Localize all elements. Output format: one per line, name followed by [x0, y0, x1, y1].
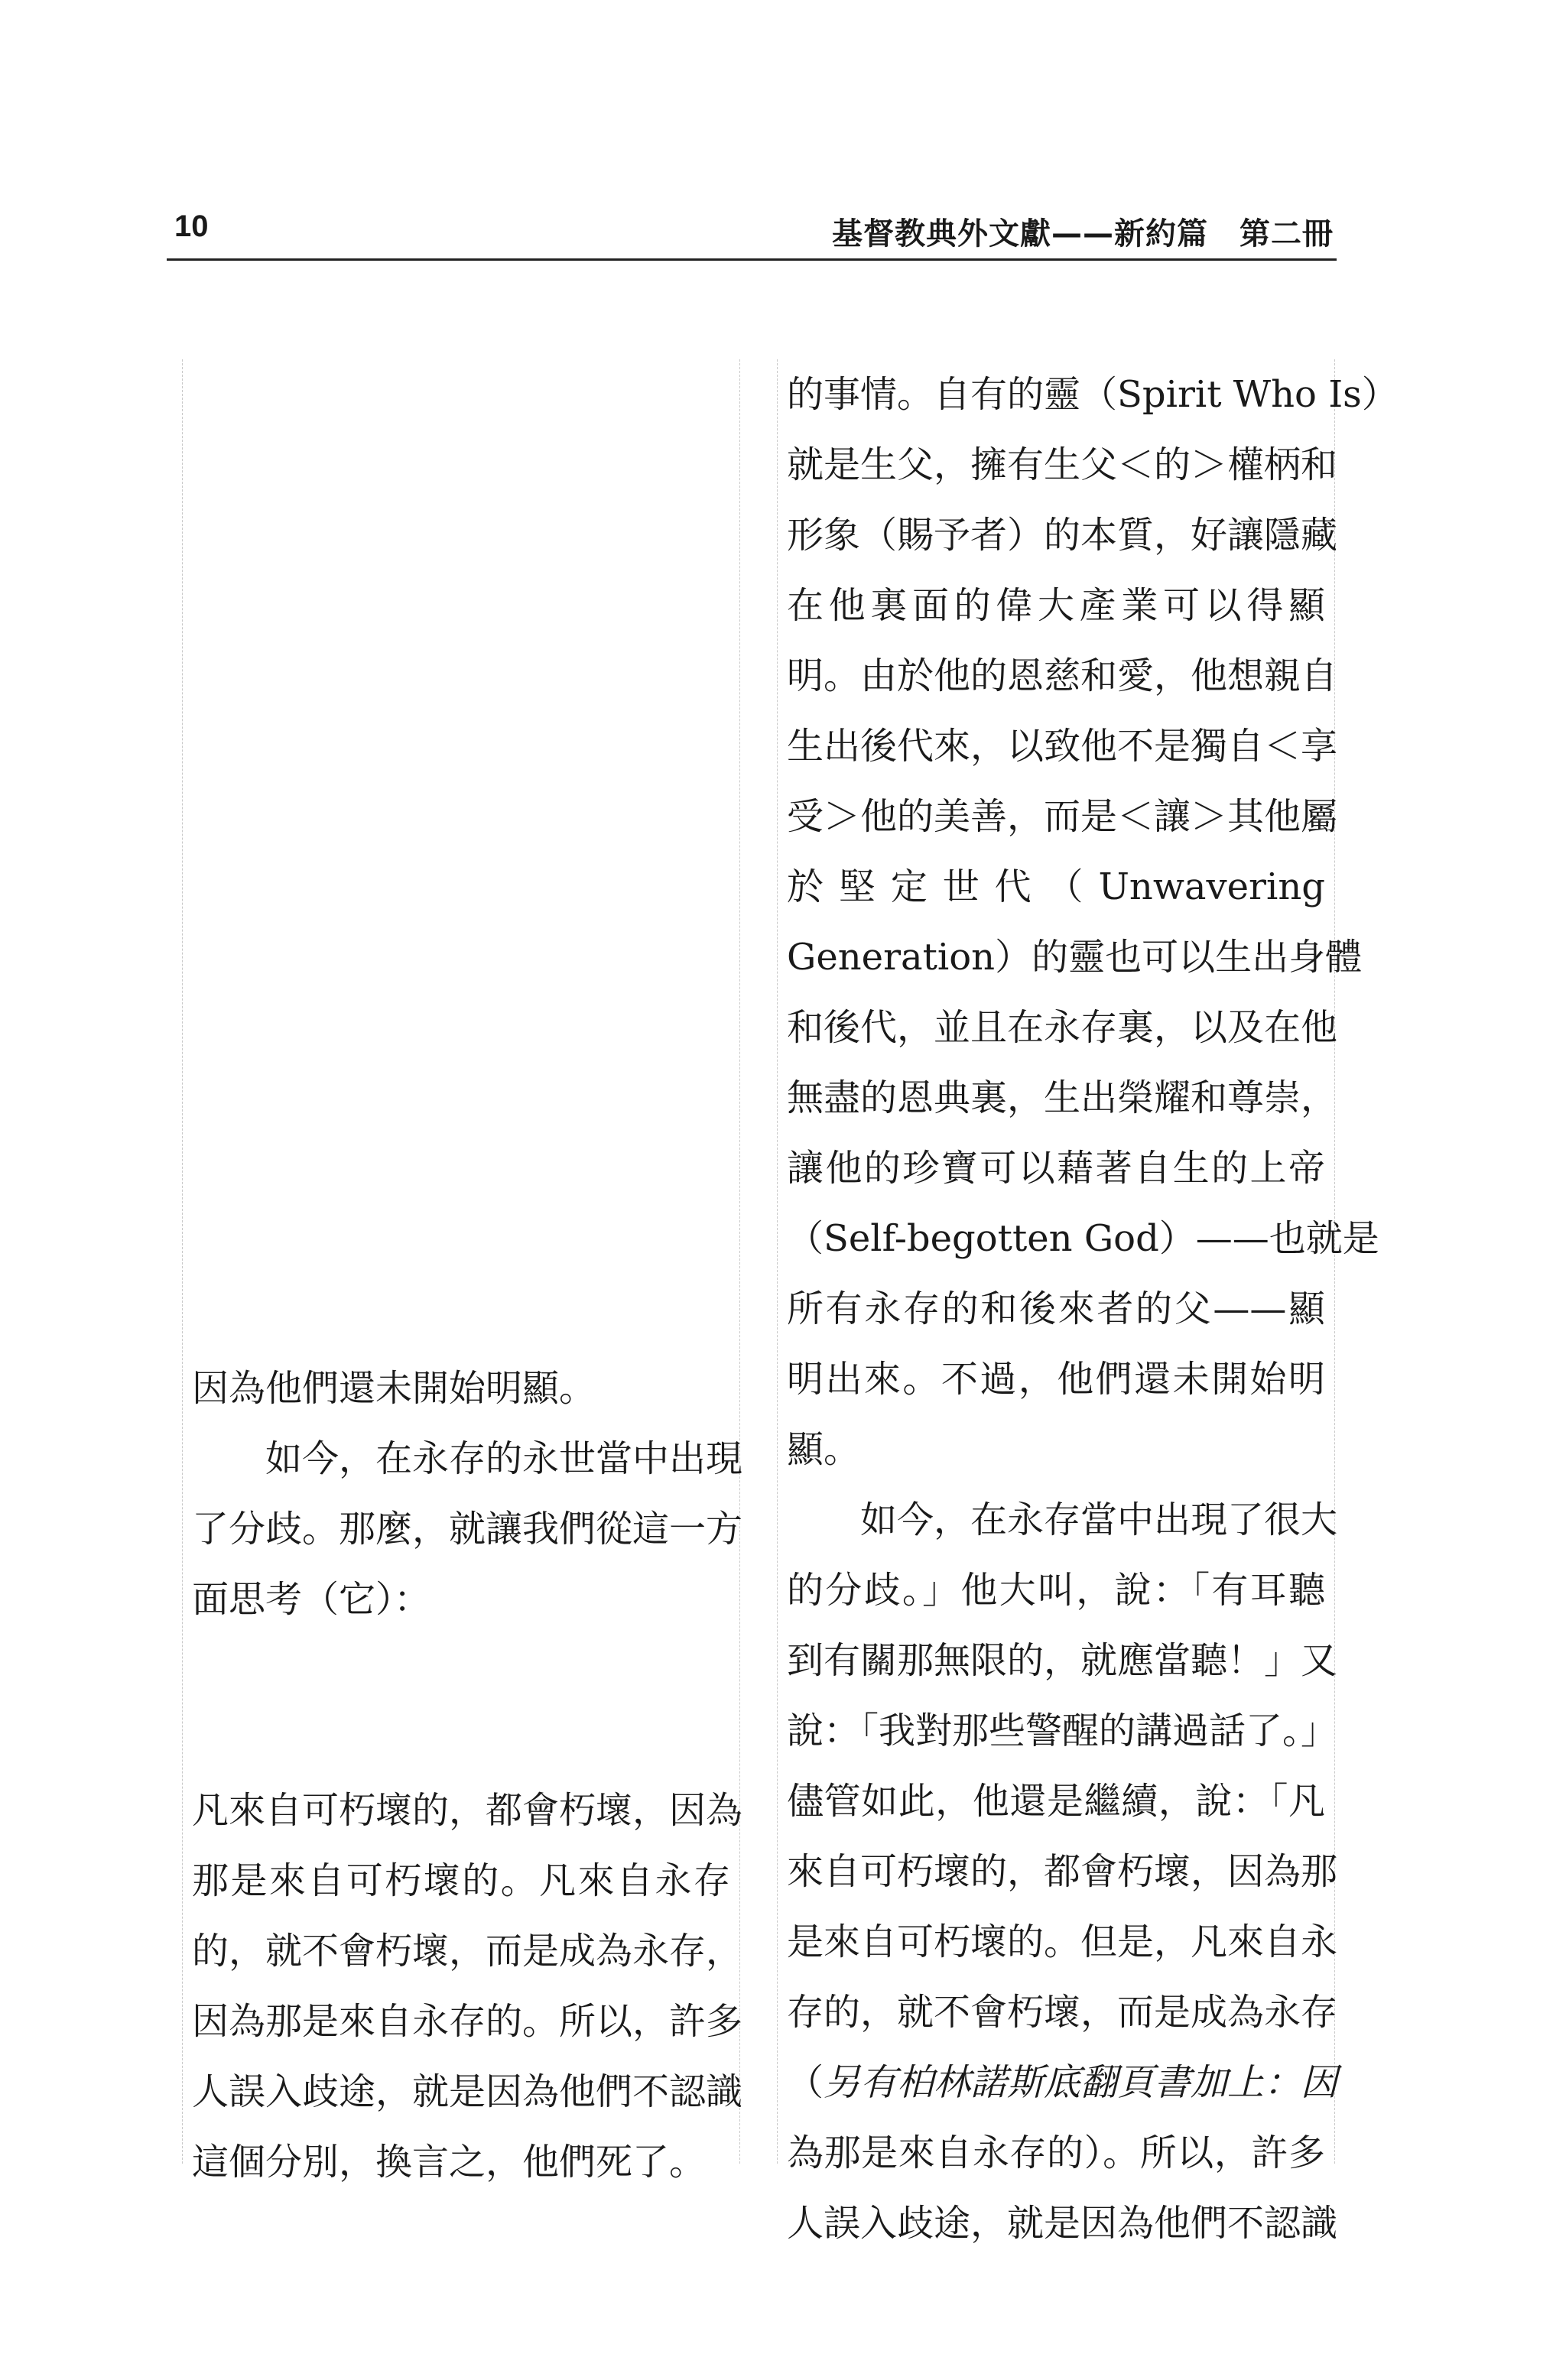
open-paren: （: [787, 2061, 824, 2104]
page-number: 10: [174, 209, 209, 243]
text-line: Generation）的靈也可以生出身體: [787, 936, 1363, 979]
text-line: 凡來自可朽壞的，都會朽壞，因為: [192, 1789, 743, 1832]
text-line: 這個分別，換言之，他們死了。: [192, 2141, 707, 2184]
text-line: 人誤入歧途，就是因為他們不認識: [787, 2202, 1338, 2245]
text-line: 在他裏面的偉大產業可以得顯: [787, 584, 1325, 627]
text-line: 於 堅 定 世 代 （ Unwavering: [787, 865, 1325, 908]
text-line: 如今，在永存的永世當中出現: [265, 1437, 743, 1480]
text-line: 顯。: [787, 1428, 861, 1471]
running-title: 基督教典外文獻——新約篇 第二冊: [832, 216, 1334, 252]
text-line: 無盡的恩典裏，生出榮耀和尊崇，: [787, 1076, 1338, 1119]
text-line: 因為那是來自永存的。所以，許多: [192, 2000, 743, 2043]
text-line: 如今，在永存當中出現了很大: [860, 1498, 1338, 1541]
left-column: [182, 359, 743, 2184]
text-line: 說：「我對那些警醒的講過話了。」: [787, 1710, 1338, 1752]
text-line: 是來自可朽壞的。但是，凡來自永: [787, 1921, 1338, 1963]
text-line: 面思考（它）：: [192, 1578, 431, 1621]
text-line: 明出來。不過，他們還未開始明: [787, 1358, 1325, 1401]
text-line: 讓他的珍寶可以藉著自生的上帝: [787, 1147, 1325, 1190]
right-column: [777, 359, 1399, 2245]
text-line: 到有關那無限的，就應當聽！」又: [787, 1639, 1338, 1682]
text-line: 存的，就不會朽壞，而是成為永存: [787, 1991, 1338, 2034]
text-line: [787, 2047, 1338, 2118]
italic-note: 另有柏林諾斯底翻頁書加上：因: [824, 2061, 1338, 2104]
text-line: 因為他們還未開始明顯。: [192, 1367, 596, 1410]
text-line: （Self-begotten God）——也就是: [787, 1217, 1379, 1260]
text-line: 所有永存的和後來者的父——顯: [787, 1287, 1325, 1330]
text-line: 的分歧。」他大叫，說：「有耳聽: [787, 1569, 1325, 1612]
text-line: 受＞他的美善，而是＜讓＞其他屬: [787, 795, 1338, 838]
page-header: [167, 208, 1337, 261]
text-line: 和後代，並且在永存裏，以及在他: [787, 1006, 1338, 1049]
text-line: 的事情。自有的靈（Spirit Who Is）: [787, 373, 1399, 416]
text-line: 的，就不會朽壞，而是成為永存，: [192, 1930, 743, 1973]
text-line: 那是來自可朽壞的。凡來自永存: [192, 1859, 730, 1902]
text-line: 明。由於他的恩慈和愛，他想親自: [787, 654, 1338, 697]
text-line: 就是生父，擁有生父＜的＞權柄和: [787, 443, 1338, 486]
text-line: 生出後代來，以致他不是獨自＜享: [787, 725, 1338, 768]
text-line: 來自可朽壞的，都會朽壞，因為那: [787, 1850, 1338, 1893]
text-line: 人誤入歧途，就是因為他們不認識: [192, 2070, 743, 2113]
text-line: 形象（賜予者）的本質，好讓隱藏: [787, 514, 1338, 557]
text-line: 為那是來自永存的）。所以，許多: [787, 2132, 1325, 2174]
text-line: 了分歧。那麼，就讓我們從這一方: [192, 1508, 743, 1550]
text-line: 儘管如此，他還是繼續，說：「凡: [787, 1780, 1325, 1823]
